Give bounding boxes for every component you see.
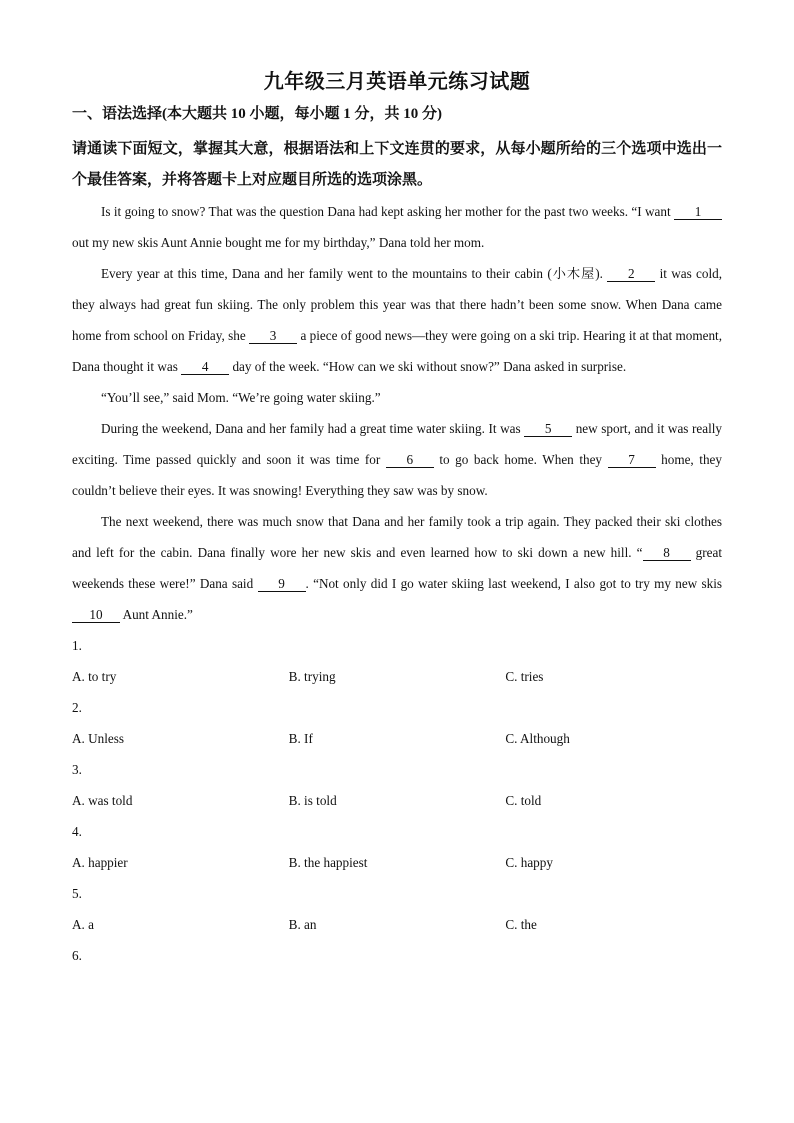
option-c[interactable]: C. the (505, 917, 537, 932)
section-heading: 一、语法选择(本大题共 10 小题，每小题 1 分，共 10 分) (72, 106, 442, 122)
option-a[interactable]: A. a (72, 917, 94, 932)
passage-text: . “Not only did I go water skiing last weekend, I also got to try my new skis (305, 576, 723, 591)
option-c[interactable]: C. tries (505, 669, 544, 684)
passage-text: day of the week. “How can we ski without snow?” Dana asked in surprise. (229, 359, 627, 374)
passage-text: to go back home. When they (433, 452, 608, 467)
question-number: 5. (72, 886, 82, 901)
section-instruction: 请通读下面短文，掌握其大意，根据语法和上下文连贯的要求，从每小题所给的三个选项中选出一个最佳答案，并将答题卡上对应题目所选的选项涂黑。 (72, 141, 722, 188)
option-b[interactable]: B. If (288, 731, 313, 746)
passage-paragraph-1 (72, 196, 722, 258)
exam-page (72, 68, 722, 971)
passage-paragraph-5 (72, 506, 722, 630)
option-a[interactable]: A. happier (72, 855, 128, 870)
blank-10: 10 (72, 608, 120, 623)
option-row (72, 661, 722, 692)
passage-text: great weekends these were!” Dana said (72, 545, 722, 591)
option-a[interactable]: A. to try (72, 669, 117, 684)
blank-4: 4 (181, 360, 229, 375)
option-row (72, 785, 722, 816)
passage-text: Every year at this time, Dana and her family went to the mountains to their cabin (小木屋). (101, 266, 608, 281)
blank-7: 7 (608, 453, 656, 468)
question-list (72, 630, 722, 971)
passage-text: a piece of good news—they were going on a ski trip. Hearing it at that moment, Dana thought it was (72, 328, 722, 374)
passage-text: “You’ll see,” said Mom. “We’re going water skiing.” (101, 390, 381, 405)
passage-text: Aunt Annie.” (120, 607, 193, 622)
question-number: 2. (72, 700, 82, 715)
passage-paragraph-2 (72, 258, 722, 382)
blank-3: 3 (249, 329, 297, 344)
blank-8: 8 (643, 546, 691, 561)
passage-text: During the weekend, Dana and her family had a great time water skiing. It was (101, 421, 525, 436)
option-c[interactable]: C. Although (505, 731, 570, 746)
option-row (72, 847, 722, 878)
option-c[interactable]: C. happy (505, 855, 553, 870)
blank-2: 2 (607, 267, 655, 282)
question-number: 6. (72, 948, 82, 963)
page-title: 九年级三月英语单元练习试题 (263, 71, 531, 93)
option-b[interactable]: B. an (288, 917, 317, 932)
option-row (72, 909, 722, 940)
blank-1: 1 (674, 205, 722, 220)
option-c[interactable]: C. told (505, 793, 542, 808)
passage-paragraph-4 (72, 413, 722, 506)
question-number: 1. (72, 638, 82, 653)
passage-text: new sport, and it was really exciting. Time passed quickly and soon it was time for (72, 421, 722, 467)
reading-passage (72, 196, 722, 630)
passage-text: out my new skis Aunt Annie bought me for my birthday,” Dana told her mom. (72, 235, 485, 250)
option-b[interactable]: B. trying (288, 669, 336, 684)
passage-paragraph-3 (72, 382, 722, 413)
passage-text: it was cold, they always had great fun skiing. The only problem this year was that there hadn’t been some snow. When Dana came home from school on Friday, she (72, 266, 722, 343)
option-a[interactable]: A. was told (72, 793, 133, 808)
option-a[interactable]: A. Unless (72, 731, 125, 746)
blank-6: 6 (386, 453, 434, 468)
passage-text: Is it going to snow? That was the question Dana had kept asking her mother for the past two weeks. “I want (101, 204, 674, 219)
option-b[interactable]: B. is told (288, 793, 337, 808)
blank-5: 5 (524, 422, 572, 437)
question-number: 3. (72, 762, 82, 777)
question-number: 4. (72, 824, 82, 839)
option-row (72, 723, 722, 754)
blank-9: 9 (258, 577, 306, 592)
option-b[interactable]: B. the happiest (288, 855, 368, 870)
passage-text: home, they couldn’t believe their eyes. It was snowing! Everything they saw was by snow. (72, 452, 722, 498)
passage-text: The next weekend, there was much snow that Dana and her family took a trip again. They packed their ski clothes and left for the cabin. Dana finally wore her new skis and even learned how to ski down a new hill. “ (72, 514, 722, 560)
